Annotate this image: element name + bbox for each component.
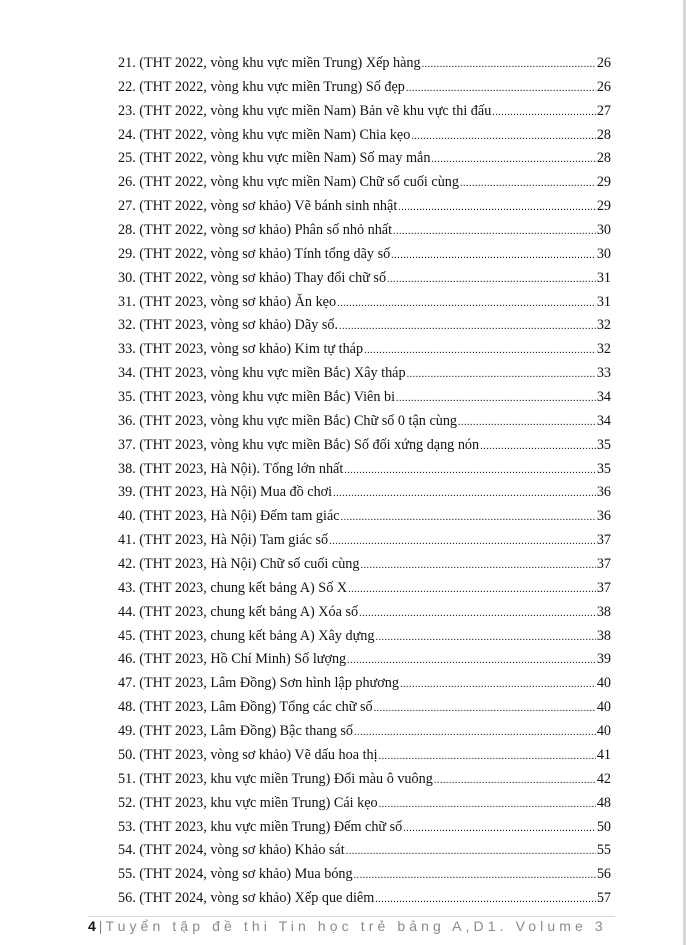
toc-entry-page: 32	[596, 341, 611, 358]
dot-leader	[403, 817, 596, 841]
toc-entry-page: 32	[596, 317, 611, 334]
toc-entry[interactable]	[118, 887, 611, 911]
toc-entry[interactable]	[118, 505, 611, 529]
toc-entry[interactable]	[118, 52, 611, 76]
footer-page-number: 4	[88, 918, 96, 934]
toc-entry-title: 32. (THT 2023, vòng sơ khảo) Dãy số.	[118, 317, 339, 334]
toc-entry-title: 38. (THT 2023, Hà Nội). Tổng lớn nhất	[118, 460, 344, 477]
dot-leader	[337, 292, 596, 316]
toc-entry-page: 33	[596, 365, 611, 382]
toc-entry[interactable]	[118, 768, 611, 792]
dot-leader	[361, 554, 596, 578]
dot-leader	[375, 626, 595, 650]
toc-entry[interactable]	[118, 100, 611, 124]
toc-entry-page: 37	[596, 532, 611, 549]
toc-entry-page: 28	[596, 150, 611, 167]
toc-entry[interactable]	[118, 481, 611, 505]
toc-entry[interactable]	[118, 529, 611, 553]
toc-entry-page: 35	[596, 436, 611, 453]
toc-entry-page: 41	[596, 746, 611, 763]
toc-entry-title: 22. (THT 2022, vòng khu vực miền Trung) Số đẹp	[118, 78, 405, 95]
toc-entry-page: 27	[596, 102, 611, 119]
toc-entry[interactable]	[118, 410, 611, 434]
toc-entry[interactable]	[118, 291, 611, 315]
toc-entry-title: 43. (THT 2023, chung kết bảng A) Số X	[118, 579, 348, 596]
dot-leader	[458, 411, 596, 435]
dot-leader	[359, 602, 596, 626]
toc-entry[interactable]	[118, 458, 611, 482]
toc-entry-title: 23. (THT 2022, vòng khu vực miền Nam) Bản vẽ khu vực thi đấu	[118, 102, 492, 119]
footer-divider	[88, 916, 615, 917]
toc-entry-title: 44. (THT 2023, chung kết bảng A) Xóa số	[118, 603, 359, 620]
toc-entry[interactable]	[118, 577, 611, 601]
toc-entry-page: 30	[596, 222, 611, 239]
toc-entry-page: 55	[596, 842, 611, 859]
toc-entry[interactable]	[118, 171, 611, 195]
toc-entry-title: 47. (THT 2023, Lâm Đồng) Sơn hình lập phương	[118, 675, 399, 692]
toc-entry[interactable]	[118, 863, 611, 887]
footer-separator: |	[98, 918, 103, 934]
toc-entry-title: 36. (THT 2023, vòng khu vực miền Bắc) Chữ số 0 tận cùng	[118, 412, 458, 429]
toc-entry[interactable]	[118, 195, 611, 219]
toc-entry-title: 25. (THT 2022, vòng khu vực miền Nam) Số may mắn	[118, 150, 431, 167]
toc-entry-page: 34	[596, 412, 611, 429]
toc-entry-page: 36	[596, 484, 611, 501]
toc-entry-page: 31	[596, 293, 611, 310]
toc-entry-title: 40. (THT 2023, Hà Nội) Đếm tam giác	[118, 508, 340, 525]
toc-entry-title: 26. (THT 2022, vòng khu vực miền Nam) Chữ số cuối cùng	[118, 174, 459, 191]
toc-entry[interactable]	[118, 219, 611, 243]
dot-leader	[480, 435, 596, 459]
toc-entry[interactable]	[118, 601, 611, 625]
footer-title: Tuyển tập đề thi Tin học trẻ bảng A,D1. Volume 3	[105, 918, 607, 934]
toc-entry-page: 37	[596, 556, 611, 573]
dot-leader	[348, 578, 596, 602]
dot-leader	[374, 697, 596, 721]
toc-entry[interactable]	[118, 338, 611, 362]
toc-entry[interactable]	[118, 147, 611, 171]
toc-entry[interactable]	[118, 386, 611, 410]
dot-leader	[379, 745, 596, 769]
toc-entry[interactable]	[118, 816, 611, 840]
dot-leader	[354, 864, 596, 888]
dot-leader	[364, 339, 596, 363]
toc-entry-page: 56	[596, 866, 611, 883]
toc-entry-title: 28. (THT 2022, vòng sơ khảo) Phân số nhỏ nhất	[118, 222, 393, 239]
dot-leader	[333, 482, 596, 506]
dot-leader	[398, 196, 596, 220]
toc-entry-page: 34	[596, 389, 611, 406]
dot-leader	[422, 53, 596, 77]
toc-entry-title: 39. (THT 2023, Hà Nội) Mua đồ chơi	[118, 484, 333, 501]
toc-entry-title: 55. (THT 2024, vòng sơ khảo) Mua bóng	[118, 866, 353, 883]
dot-leader	[347, 649, 596, 673]
toc-entry-page: 26	[596, 78, 611, 95]
toc-entry-title: 56. (THT 2024, vòng sơ khảo) Xếp que diêm	[118, 890, 375, 907]
toc-entry-title: 52. (THT 2023, khu vực miền Trung) Cái kẹo	[118, 794, 378, 811]
toc-entry-page: 29	[596, 198, 611, 215]
table-of-contents	[118, 52, 611, 911]
toc-entry-title: 54. (THT 2024, vòng sơ khảo) Khảo sát	[118, 842, 345, 859]
toc-entry[interactable]	[118, 267, 611, 291]
page-footer	[88, 918, 607, 934]
toc-entry[interactable]	[118, 362, 611, 386]
toc-entry-page: 57	[596, 890, 611, 907]
toc-entry-title: 27. (THT 2022, vòng sơ khảo) Vẽ bánh sinh nhật	[118, 198, 398, 215]
dot-leader	[354, 721, 596, 745]
dot-leader	[391, 244, 596, 268]
toc-entry-title: 24. (THT 2022, vòng khu vực miền Nam) Chia kẹo	[118, 126, 411, 143]
toc-entry-title: 45. (THT 2023, chung kết bảng A) Xây dựng	[118, 627, 375, 644]
toc-entry-title: 30. (THT 2022, vòng sơ khảo) Thay đổi chữ số	[118, 269, 387, 286]
dot-leader	[406, 77, 596, 101]
toc-entry-page: 38	[596, 627, 611, 644]
toc-entry-page: 37	[596, 579, 611, 596]
toc-entry[interactable]	[118, 625, 611, 649]
toc-entry[interactable]	[118, 720, 611, 744]
dot-leader	[329, 530, 596, 554]
toc-entry-page: 38	[596, 603, 611, 620]
dot-leader	[393, 220, 596, 244]
toc-entry-page: 50	[596, 818, 611, 835]
toc-entry-page: 48	[596, 794, 611, 811]
dot-leader	[379, 793, 596, 817]
dot-leader	[387, 268, 596, 292]
toc-entry-title: 34. (THT 2023, vòng khu vực miền Bắc) Xây tháp	[118, 365, 406, 382]
toc-entry[interactable]	[118, 744, 611, 768]
dot-leader	[375, 888, 596, 912]
toc-entry-title: 35. (THT 2023, vòng khu vực miền Bắc) Viên bi	[118, 389, 396, 406]
dot-leader	[339, 315, 596, 339]
toc-entry-title: 53. (THT 2023, khu vực miền Trung) Đếm chữ số	[118, 818, 403, 835]
toc-entry-page: 31	[596, 269, 611, 286]
toc-entry-page: 28	[596, 126, 611, 143]
toc-entry-title: 48. (THT 2023, Lâm Đồng) Tổng các chữ số	[118, 699, 373, 716]
toc-entry-title: 41. (THT 2023, Hà Nội) Tam giác số	[118, 532, 329, 549]
dot-leader	[396, 387, 596, 411]
toc-entry-title: 29. (THT 2022, vòng sơ khảo) Tính tổng dãy số	[118, 245, 391, 262]
toc-entry-title: 42. (THT 2023, Hà Nội) Chữ số cuối cùng	[118, 556, 360, 573]
dot-leader	[341, 506, 596, 530]
toc-entry[interactable]	[118, 124, 611, 148]
toc-entry-page: 40	[596, 723, 611, 740]
toc-entry-page: 30	[596, 245, 611, 262]
toc-entry[interactable]	[118, 792, 611, 816]
toc-entry[interactable]	[118, 314, 611, 338]
dot-leader	[492, 101, 596, 125]
toc-entry-page: 39	[596, 651, 611, 668]
toc-entry-title: 33. (THT 2023, vòng sơ khảo) Kim tự tháp	[118, 341, 364, 358]
toc-entry[interactable]	[118, 839, 611, 863]
toc-entry-title: 21. (THT 2022, vòng khu vực miền Trung) Xếp hàng	[118, 55, 421, 71]
toc-entry-page: 40	[596, 699, 611, 716]
toc-entry-title: 37. (THT 2023, vòng khu vực miền Bắc) Số đối xứng dạng nón	[118, 436, 480, 453]
dot-leader	[400, 673, 596, 697]
dot-leader	[431, 148, 595, 172]
toc-entry-page: 26	[596, 55, 611, 71]
dot-leader	[434, 769, 596, 793]
dot-leader	[460, 172, 596, 196]
toc-entry-page: 35	[596, 460, 611, 477]
toc-entry-page: 40	[596, 675, 611, 692]
dot-leader	[344, 459, 596, 483]
toc-entry-title: 49. (THT 2023, Lâm Đồng) Bậc thang số	[118, 723, 353, 740]
toc-entry[interactable]	[118, 672, 611, 696]
dot-leader	[346, 840, 596, 864]
toc-entry[interactable]	[118, 434, 611, 458]
toc-entry-title: 46. (THT 2023, Hồ Chí Minh) Số lượng	[118, 651, 347, 668]
dot-leader	[411, 125, 596, 149]
toc-entry-title: 31. (THT 2023, vòng sơ khảo) Ăn kẹo	[118, 293, 337, 310]
toc-entry-title: 51. (THT 2023, khu vực miền Trung) Đổi màu ô vuông	[118, 770, 433, 787]
toc-entry-page: 36	[596, 508, 611, 525]
toc-entry[interactable]	[118, 76, 611, 100]
toc-entry-page: 42	[596, 770, 611, 787]
toc-entry[interactable]	[118, 243, 611, 267]
toc-entry[interactable]	[118, 696, 611, 720]
toc-entry-title: 50. (THT 2023, vòng sơ khảo) Vẽ dấu hoa thị	[118, 746, 378, 763]
toc-entry[interactable]	[118, 648, 611, 672]
dot-leader	[407, 363, 596, 387]
toc-entry-page: 29	[596, 174, 611, 191]
toc-entry[interactable]	[118, 553, 611, 577]
